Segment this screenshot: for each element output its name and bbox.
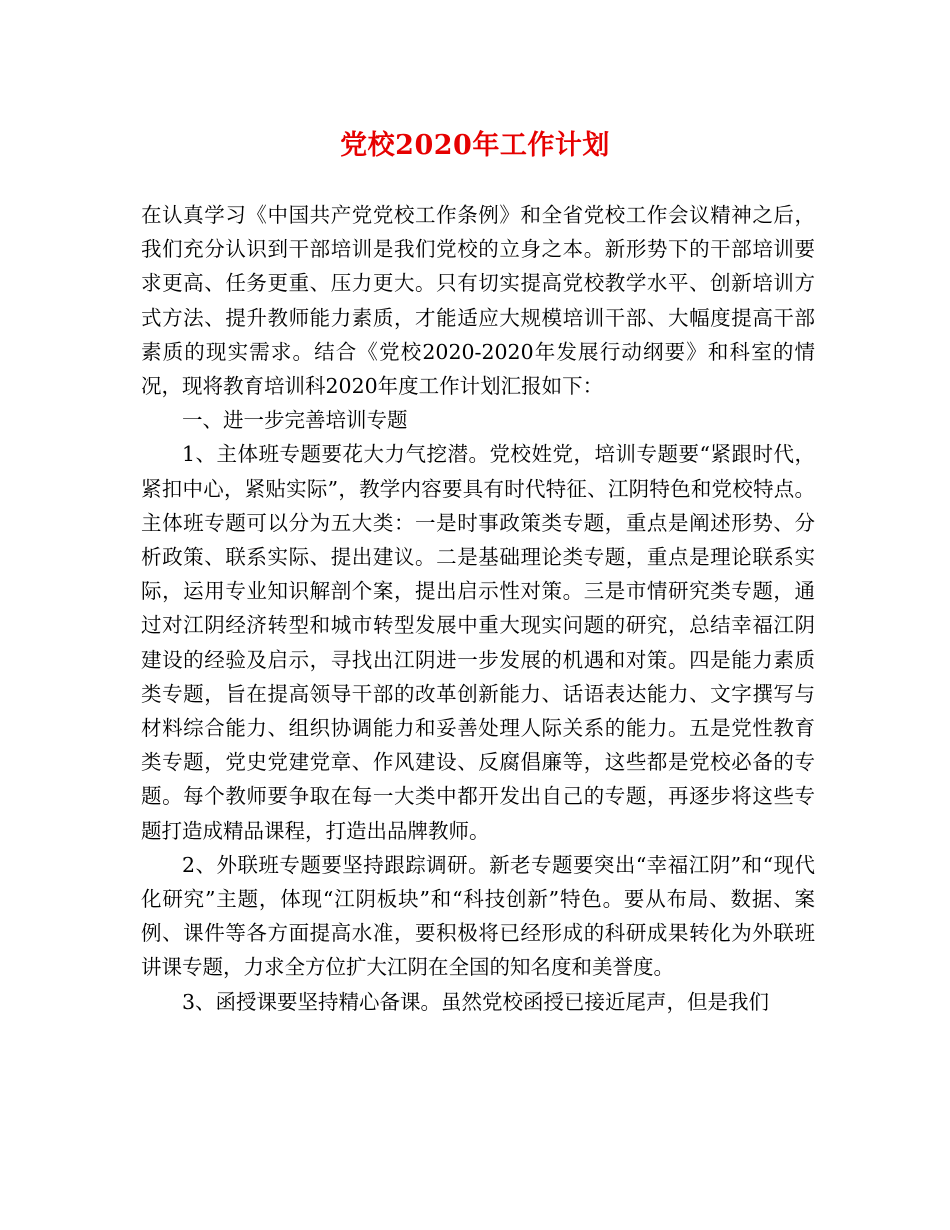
paragraph-item-2: 2、外联班专题要坚持跟踪调研。新老专题要突出“幸福江阴”和“现代化研究”主题，体现“江阴板块”和“科技创新”特色。要从布局、数据、案例、课件等各方面提高水准，要积极将已经形成的科研成果转化为外联班讲课专题，力求全方位扩大江阴在全国的知名度和美誉度。	[141, 852, 815, 980]
paragraph-item-1: 1、主体班专题要花大力气挖潜。党校姓党，培训专题要“紧跟时代，紧扣中心，紧贴实际”，教学内容要具有时代特征、江阴特色和党校特点。主体班专题可以分为五大类：一是时事政策类专题，重点是阐述形势、分析政策、联系实际、提出建议。二是基础理论类专题，重点是理论联系实际，运用专业知识解剖个案，提出启示性对策。三是市情研究类专题，通过对江阴经济转型和城市转型发展中重大现实问题的研究，总结幸福江阴建设的经验及启示，寻找出江阴进一步发展的机遇和对策。四是能力素质类专题，旨在提高领导干部的改革创新能力、话语表达能力、文字撰写与材料综合能力、组织协调能力和妥善处理人际关系的能力。五是党性教育类专题，党史党建党章、作风建设、反腐倡廉等，这些都是党校必备的专题。每个教师要争取在每一大类中都开发出自己的专题，再逐步将这些专题打造成精品课程，打造出品牌教师。	[141, 442, 815, 843]
paragraph-item-3: 3、函授课要坚持精心备课。虽然党校函授已接近尾声，但是我们	[182, 989, 770, 1014]
document-title: 党校2020年工作计划	[340, 130, 610, 161]
section-heading: 一、进一步完善培训专题	[182, 408, 408, 433]
document-body	[141, 198, 815, 1019]
intro-paragraph: 在认真学习《中国共产党党校工作条例》和全省党校工作会议精神之后，我们充分认识到干部培训是我们党校的立身之本。新形势下的干部培训要求更高、任务更重、压力更大。只有切实提高党校教学水平、创新培训方式方法、提升教师能力素质，才能适应大规模培训干部、大幅度提高干部素质的现实需求。结合《党校2020-2020年发展行动纲要》和科室的情况，现将教育培训科2020年度工作计划汇报如下：	[141, 203, 815, 399]
